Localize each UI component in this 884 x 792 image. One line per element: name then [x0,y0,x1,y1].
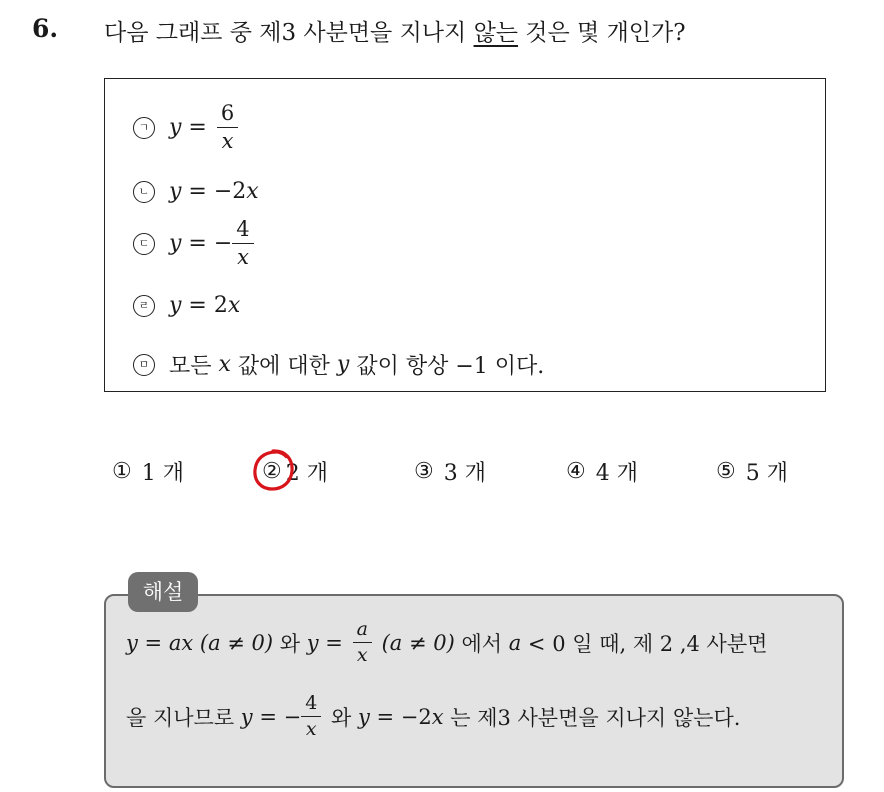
exp-var: x [431,704,444,729]
choice-marker: ⑤ [716,459,736,484]
question-text-before: 다음 그래프 중 제3 사분면을 지나지 [104,20,474,46]
fraction [232,219,253,268]
exp-var: y [306,630,319,655]
exp-text: = − [252,704,302,729]
exp-text: (a ≠ 0) [374,630,455,655]
item-var-y: y [336,352,350,377]
choice-marker: ① [112,459,132,484]
choice-label: 3 개 [443,461,486,486]
item-marker: ㄷ [133,233,155,255]
explanation-box [104,594,844,788]
fraction-denominator: x [221,129,234,153]
item-eq: = [181,293,214,318]
fraction-numerator: 4 [301,694,321,717]
exp-var: y [357,704,370,729]
exp-var: ax [168,630,194,655]
fraction-denominator: x [237,245,249,269]
exp-text: < 0 일 때, 제 2 ,4 사분면 [521,631,768,656]
item-lhs: y [169,115,182,140]
choice-label: 1 개 [141,461,184,486]
item-rhs-coef: −2 [213,179,247,204]
item-digeut [133,219,257,268]
item-text: 값이 항상 −1 이다. [349,354,545,379]
item-mieum [133,349,544,380]
exp-var: a [508,630,522,655]
fraction-denominator: x [305,718,317,740]
item-nieun [133,179,259,204]
explanation-line-1 [126,620,767,665]
fraction [301,694,321,739]
item-sign: − [213,231,233,256]
item-lhs: y [169,293,182,318]
choice-2[interactable] [262,456,328,487]
fraction [217,103,238,152]
item-marker: ㄹ [133,295,155,317]
choice-marker: ④ [566,459,586,484]
item-giyeok [133,103,241,152]
choice-label: 4 개 [595,461,638,486]
exp-text: 와 [324,705,358,730]
choice-label: 2 개 [285,461,328,486]
exp-var: y [126,630,138,655]
item-eq: = [181,179,214,204]
item-text: 값에 대한 [230,354,337,379]
exp-text: (a ≠ 0) [193,630,274,655]
choice-1[interactable] [112,456,184,487]
choice-marker: ③ [414,459,434,484]
exp-text: = [318,630,350,655]
fraction-numerator: 4 [232,219,253,244]
choice-4[interactable] [566,456,638,487]
item-rhs-coef: 2 [213,293,228,318]
question-text-after: 것은 몇 개인가? [518,20,686,46]
item-eq: = [181,231,214,256]
exp-text: = −2 [369,704,432,729]
explanation-tab: 해설 [128,572,198,612]
exp-text: 에서 [454,631,509,656]
statement-box [104,78,826,392]
choice-label: 5 개 [745,461,788,486]
fraction-numerator: a [353,620,372,643]
fraction-numerator: 6 [217,103,238,128]
item-rieul [133,293,240,318]
item-var-x: x [218,352,231,377]
exp-text: = [137,630,169,655]
item-lhs: y [169,231,182,256]
question-text [104,14,686,47]
item-marker: ㄱ [133,117,155,139]
choice-3[interactable] [414,456,486,487]
question-number: 6. [32,14,59,43]
item-marker: ㄴ [133,181,155,203]
fraction [353,620,372,665]
choice-marker: ② [262,459,282,484]
exp-text: 와 [273,631,307,656]
explanation-line-2 [126,694,740,739]
item-rhs-var: x [227,293,241,318]
item-marker: ㅁ [133,354,155,376]
item-lhs: y [169,179,182,204]
answer-choices [0,456,884,490]
exp-text: 는 제3 사분면을 지나지 않는다. [443,705,741,730]
choice-5[interactable] [716,456,788,487]
exp-text: 을 지나므로 [126,705,241,730]
question-text-underlined: 않는 [473,20,518,46]
item-rhs-var: x [246,179,259,204]
item-text: 모든 [169,354,219,379]
exp-var: y [240,704,253,729]
fraction-denominator: x [356,644,368,666]
item-eq: = [181,115,214,140]
